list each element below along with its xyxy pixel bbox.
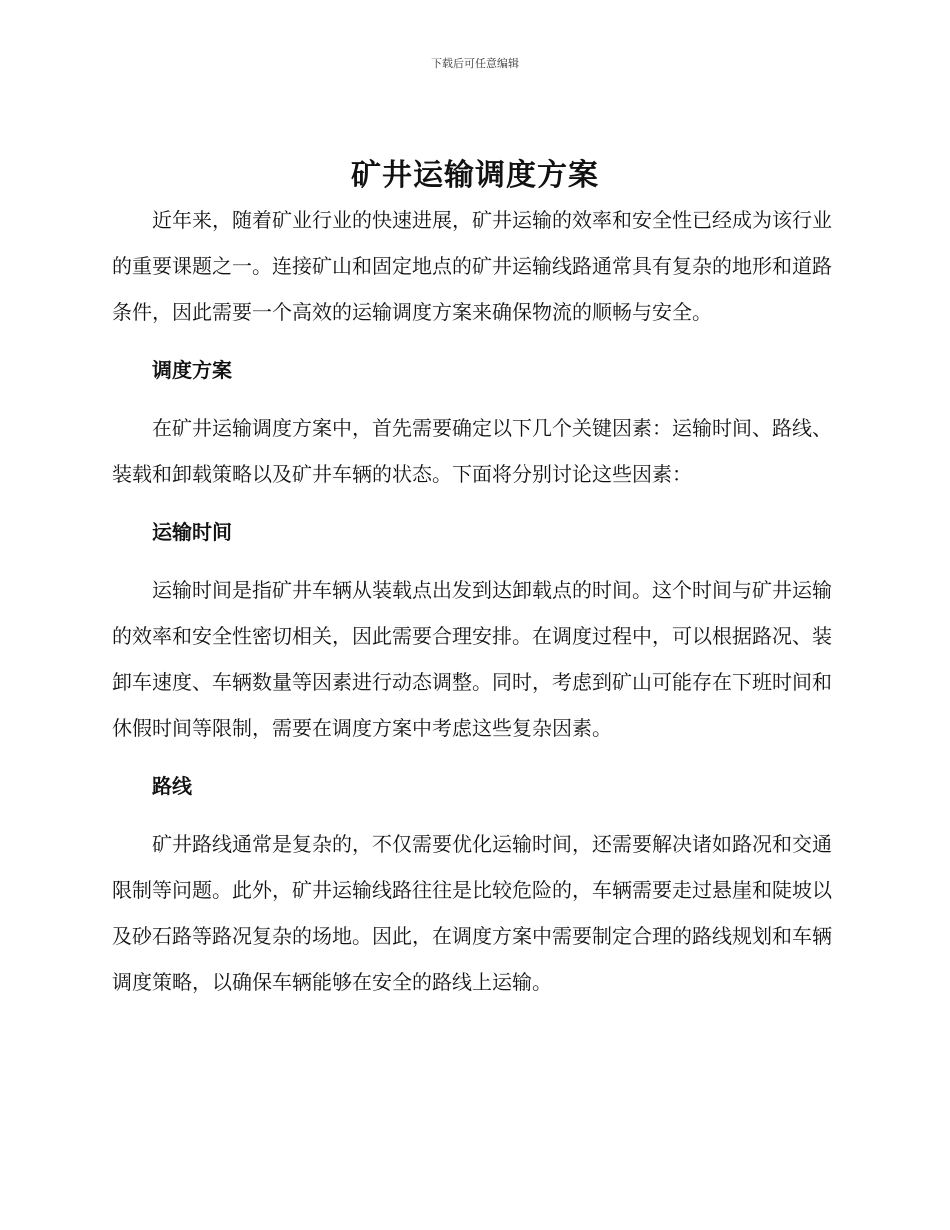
section-heading-transport-time: 运输时间 — [152, 520, 232, 544]
section-heading-route: 路线 — [152, 774, 192, 798]
route-paragraph: 矿井路线通常是复杂的，不仅需要优化运输时间，还需要解决诸如路况和交通限制等问题。此外，矿井运输线路往往是比较危险的，车辆需要走过悬崖和陡坡以及砂石路等路况复杂的场地。因此，在调度方案中需要制定合理的路线规划和车辆调度策略，以确保车辆能够在安全的路线上运输。 — [112, 832, 832, 994]
intro-paragraph: 近年来，随着矿业行业的快速进展，矿井运输的效率和安全性已经成为该行业的重要课题之一。连接矿山和固定地点的矿井运输线路通常具有复杂的地形和道路条件，因此需要一个高效的运输调度方案来确保物流的顺畅与安全。 — [112, 208, 832, 324]
dispatch-plan-paragraph: 在矿井运输调度方案中，首先需要确定以下几个关键因素：运输时间、路线、装载和卸载策略以及矿井车辆的状态。下面将分别讨论这些因素： — [112, 416, 832, 486]
header-note: 下载后可任意编辑 — [431, 57, 519, 70]
document-title: 矿井运输调度方案 — [351, 158, 599, 193]
section-heading-dispatch-plan: 调度方案 — [152, 358, 232, 382]
transport-time-paragraph: 运输时间是指矿井车辆从装载点出发到达卸载点的时间。这个时间与矿井运输的效率和安全性密切相关，因此需要合理安排。在调度过程中，可以根据路况、装卸车速度、车辆数量等因素进行动态调整。同时，考虑到矿山可能存在下班时间和休假时间等限制，需要在调度方案中考虑这些复杂因素。 — [112, 578, 832, 740]
document-body — [112, 197, 832, 1005]
